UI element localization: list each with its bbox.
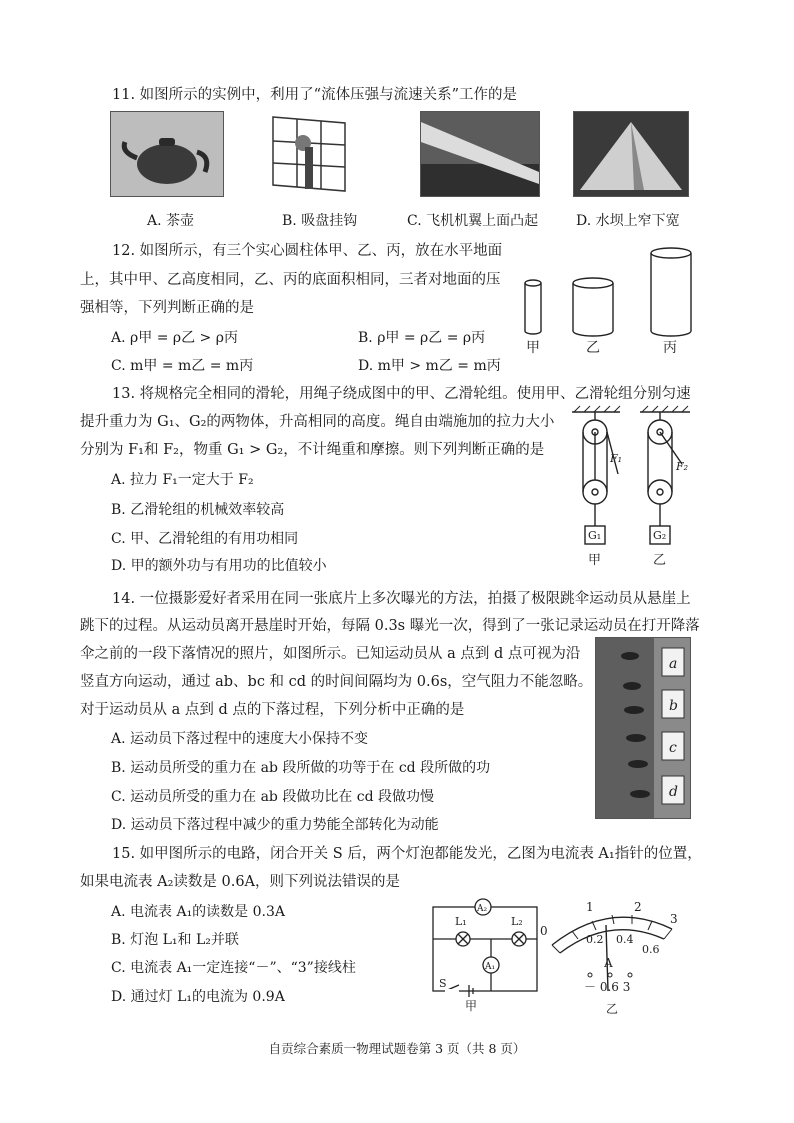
q12-stem-3: 强相等，下列判断正确的是	[80, 300, 254, 316]
q15-option-b: B. 灯泡 L₁和 L₂并联	[111, 932, 239, 948]
airplane-wing-photo	[420, 111, 540, 197]
pulley-label-a: 甲	[588, 553, 602, 568]
q12-stem-1: 12. 如图所示，有三个实心圆柱体甲、乙、丙，放在水平地面	[112, 243, 503, 259]
meter-unit: A	[604, 956, 613, 970]
q15-stem-1: 15. 如甲图所示的电路，闭合开关 S 后，两个灯泡都能发光，乙图为电流表 A₁指针的位置，	[112, 846, 702, 862]
q12-option-b: B. ρ甲 = ρ乙 = ρ丙	[358, 330, 486, 346]
circuit-diagram	[425, 893, 545, 1013]
scale-bottom-3: 0.6	[642, 943, 660, 956]
q13-option-a: A. 拉力 F₁一定大于 F₂	[111, 472, 254, 488]
suction-hook-photo	[269, 113, 349, 195]
q13-stem-2: 提升重力为 G₁、G₂的两物体，升高相同的高度。绳自由端施加的拉力大小	[80, 414, 555, 430]
meter-label: 乙	[606, 1002, 619, 1016]
meter-terminals: － 0.6 3	[584, 980, 631, 994]
q14-stem-1: 14. 一位摄影爱好者采用在同一张底片上多次曝光的方法，拍摄了极限跳伞运动员从悬崖上	[112, 591, 691, 607]
cylinder-label-b: 乙	[586, 340, 600, 356]
q11-option-c: C. 飞机机翼上面凸起	[407, 213, 539, 229]
q14-option-d: D. 运动员下落过程中减少的重力势能全部转化为动能	[111, 817, 439, 833]
q11-option-d: D. 水坝上窄下宽	[576, 213, 680, 229]
point-b: b	[669, 698, 678, 714]
q11-stem: 11. 如图所示的实例中，利用了“流体压强与流速关系”工作的是	[112, 87, 517, 103]
ammeter-a2-label: A₂	[477, 904, 488, 914]
q14-option-a: A. 运动员下落过程中的速度大小保持不变	[111, 731, 369, 747]
pulley-figure	[562, 404, 702, 574]
q14-stem-4: 竖直方向运动，通过 ab、bc 和 cd 的时间间隔均为 0.6s，空气阻力不能忽略。	[80, 674, 593, 690]
q15-option-c: C. 电流表 A₁一定连接“－”、“3”接线柱	[111, 960, 356, 976]
q12-stem-2: 上，其中甲、乙高度相同，乙、丙的底面积相同，三者对地面的压	[80, 272, 501, 288]
scale-top-1: 1	[586, 900, 594, 914]
scale-bottom-1: 0.2	[586, 933, 604, 946]
scale-top-3: 3	[670, 912, 678, 926]
force-f2-label: F₂	[676, 460, 689, 473]
q12-option-c: C. m甲 = m乙 = m丙	[111, 358, 254, 374]
switch-s-label: S	[439, 977, 447, 990]
q13-option-b: B. 乙滑轮组的机械效率较高	[111, 502, 285, 518]
q12-option-a: A. ρ甲 = ρ乙 > ρ丙	[111, 330, 238, 346]
q13-option-c: C. 甲、乙滑轮组的有用功相同	[111, 531, 299, 547]
dam-photo	[573, 111, 689, 197]
lamp-l2-label: L₂	[511, 915, 523, 928]
pulley-label-b: 乙	[653, 553, 667, 568]
q14-option-b: B. 运动员所受的重力在 ab 段所做的功等于在 cd 段所做的功	[111, 760, 491, 776]
skydiver-photo	[595, 637, 691, 819]
q11-option-b: B. 吸盘挂钩	[282, 213, 358, 229]
weight-g1-label: G₁	[588, 529, 602, 542]
q13-stem-1: 13. 将规格完全相同的滑轮，用绳子绕成图中的甲、乙滑轮组。使用甲、乙滑轮组分别匀速	[112, 386, 691, 402]
q15-stem-2: 如果电流表 A₂读数是 0.6A，则下列说法错误的是	[80, 874, 401, 890]
q15-option-a: A. 电流表 A₁的读数是 0.3A	[111, 904, 286, 920]
lamp-l1-label: L₁	[455, 915, 467, 928]
q14-option-c: C. 运动员所受的重力在 ab 段做功比在 cd 段做功慢	[111, 789, 435, 805]
q14-stem-3: 伞之前的一段下落情况的照片，如图所示。已知运动员从 a 点到 d 点可视为沿	[80, 646, 581, 662]
cylinder-label-a: 甲	[526, 340, 540, 356]
circuit-label: 甲	[465, 999, 478, 1013]
point-a: a	[669, 656, 678, 672]
q13-stem-3: 分别为 F₁和 F₂，物重 G₁ > G₂，不计绳重和摩擦。则下列判断正确的是	[80, 442, 545, 458]
scale-top-2: 2	[634, 900, 642, 914]
q14-stem-5: 对于运动员从 a 点到 d 点的下落过程，下列分析中正确的是	[80, 702, 465, 718]
cylinder-label-c: 丙	[663, 340, 677, 356]
ammeter-a1-label: A₁	[485, 962, 496, 972]
point-d: d	[669, 784, 678, 800]
force-f1-label: F₁	[610, 452, 623, 465]
q15-option-d: D. 通过灯 L₁的电流为 0.9A	[111, 989, 285, 1005]
teapot-photo	[110, 111, 224, 197]
ammeter-dial	[530, 893, 690, 1023]
weight-g2-label: G₂	[653, 529, 667, 542]
cylinders-figure	[515, 245, 695, 360]
point-c: c	[669, 740, 677, 756]
scale-top-0: 0	[540, 924, 548, 938]
q14-stem-2: 跳下的过程。从运动员离开悬崖时开始，每隔 0.3s 曝光一次，得到了一张记录运动员在打开降落	[80, 618, 700, 634]
scale-bottom-2: 0.4	[616, 933, 634, 946]
q13-option-d: D. 甲的额外功与有用功的比值较小	[111, 558, 327, 574]
q11-option-a: A. 茶壶	[147, 213, 195, 229]
page-footer: 自贡综合素质一物理试题卷第 3 页（共 8 页）	[268, 1041, 526, 1056]
q12-option-d: D. m甲 > m乙 = m丙	[358, 358, 501, 374]
